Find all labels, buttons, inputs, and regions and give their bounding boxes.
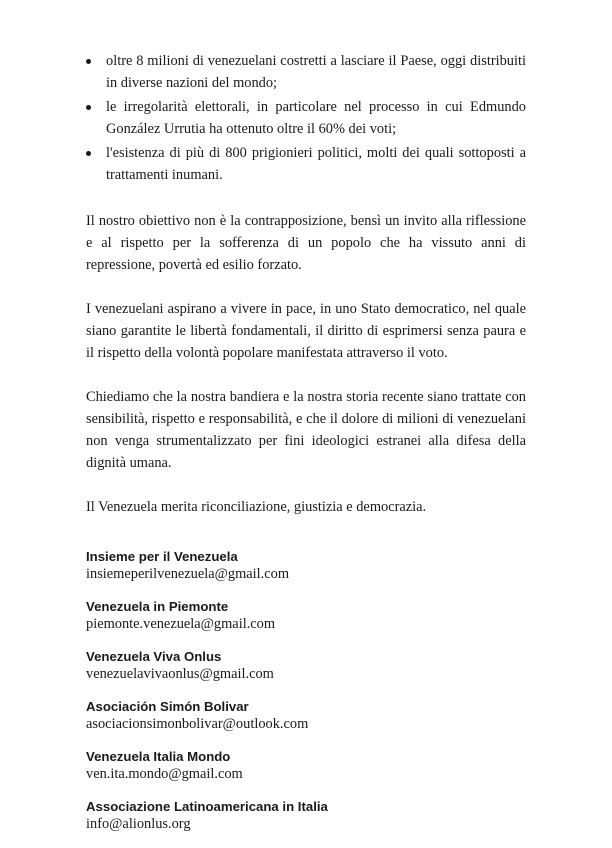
paragraph: I venezuelani aspirano a vivere in pace, in uno Stato democratico, nel quale siano garantite le libertà fondamentali, il diritto di esprimersi senza paura e il rispetto della volontà popolare manifestata attraverso il voto.	[86, 301, 526, 361]
organization-entry	[86, 798, 526, 833]
bullet-item	[86, 50, 526, 94]
organization-name: Insieme per il Venezuela	[86, 549, 238, 564]
organization-email: venezuelavivaonlus@gmail.com	[86, 666, 274, 682]
organization-entry	[86, 748, 526, 783]
paragraph: Il nostro obiettivo non è la contrapposizione, bensì un invito alla riflessione e al rispetto per la sofferenza di un popolo che ha vissuto anni di repressione, povertà ed esilio forzato.	[86, 213, 526, 273]
organization-email: asociacionsimonbolivar@outlook.com	[86, 716, 309, 732]
document-page	[86, 50, 526, 848]
organization-email: piemonte.venezuela@gmail.com	[86, 616, 276, 632]
bullet-item	[86, 96, 526, 140]
organization-email: insiemeperilvenezuela@gmail.com	[86, 566, 290, 582]
organization-name: Venezuela in Piemonte	[86, 599, 229, 614]
organization-email: ven.ita.mondo@gmail.com	[86, 766, 243, 782]
bullet-text: l'esistenza di più di 800 prigionieri politici, molti dei quali sottoposti a trattamenti inumani.	[106, 145, 526, 183]
bullet-text: oltre 8 milioni di venezuelani costretti a lasciare il Paese, oggi distribuiti in diverse nazioni del mondo;	[106, 53, 526, 91]
organization-entry	[86, 548, 526, 583]
organization-name: Venezuela Italia Mondo	[86, 749, 231, 764]
organization-entry	[86, 598, 526, 633]
bullet-list	[86, 50, 526, 186]
bullet-dot-icon	[86, 105, 91, 110]
organization-name: Venezuela Viva Onlus	[86, 649, 222, 664]
organization-list	[86, 548, 526, 833]
bullet-item	[86, 142, 526, 186]
paragraph: Il Venezuela merita riconciliazione, giustizia e democrazia.	[86, 499, 427, 515]
bullet-dot-icon	[86, 59, 91, 64]
paragraph: Chiediamo che la nostra bandiera e la nostra storia recente siano trattate con sensibilità, rispetto e responsabilità, e che il dolore di milioni di venezuelani non venga strumentalizzato per fini ideologici estranei alla difesa della dignità umana.	[86, 389, 526, 471]
organization-email: info@alionlus.org	[86, 816, 191, 832]
organization-entry	[86, 698, 526, 733]
organization-name: Asociación Simón Bolivar	[86, 699, 249, 714]
bullet-text: le irregolarità elettorali, in particolare nel processo in cui Edmundo González Urrutia ha ottenuto oltre il 60% dei voti;	[106, 99, 526, 137]
organization-entry	[86, 648, 526, 683]
bullet-dot-icon	[86, 151, 91, 156]
organization-name: Associazione Latinoamericana in Italia	[86, 799, 328, 814]
